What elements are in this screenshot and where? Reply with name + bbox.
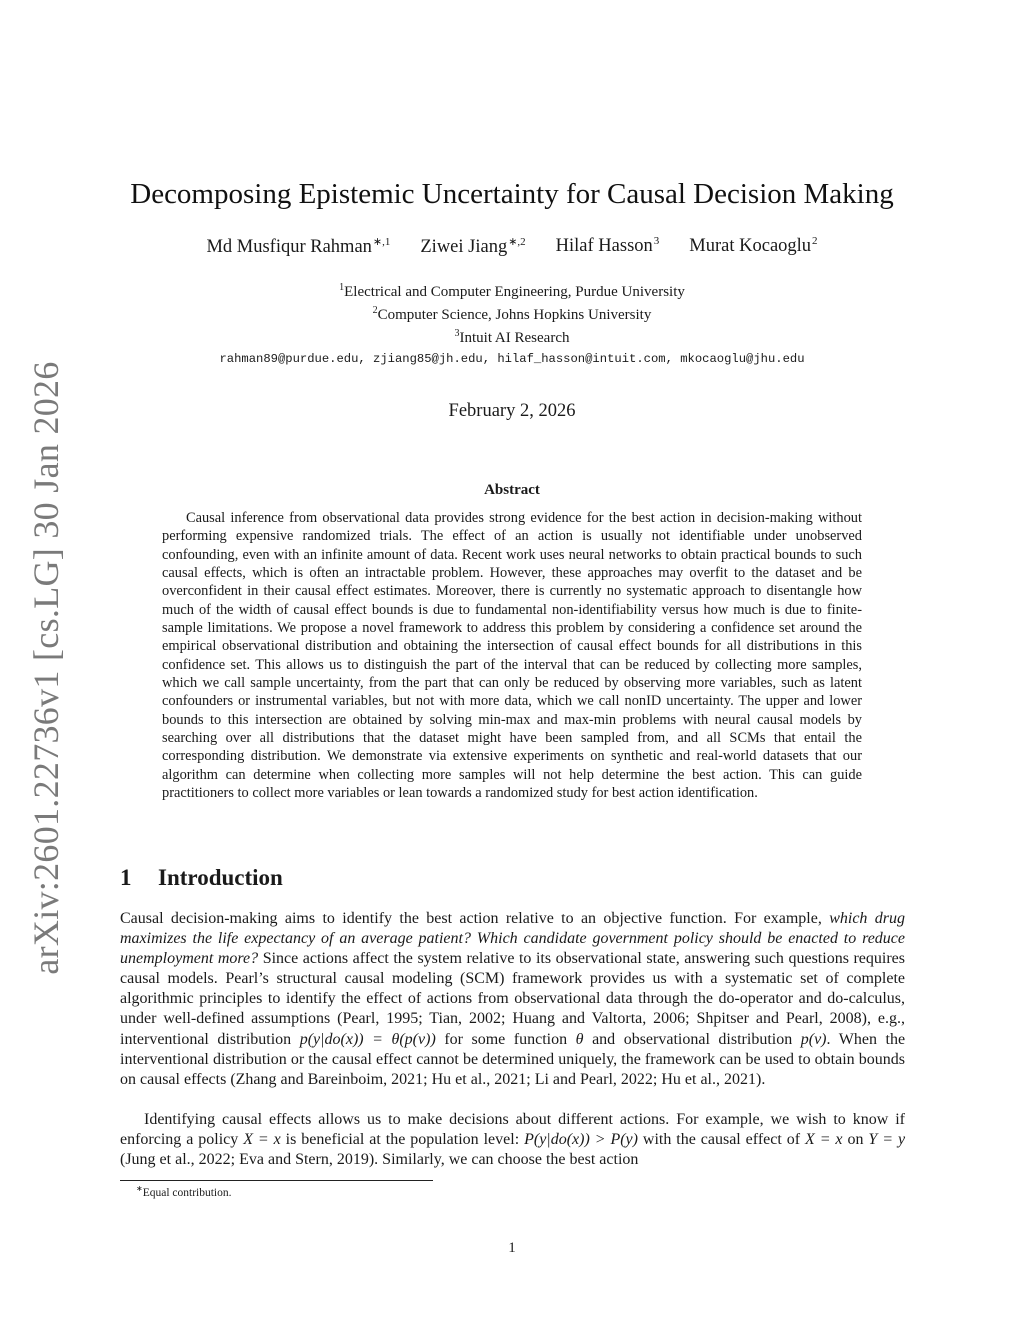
affiliation-3: $^3$Intuit AI Research bbox=[454, 328, 570, 346]
author-list bbox=[0, 235, 1024, 258]
paper-date: February 2, 2026 bbox=[448, 401, 576, 421]
footnote: ∗Equal contribution. bbox=[136, 1184, 232, 1199]
section-title: Introduction bbox=[158, 865, 283, 890]
math-action: X = x bbox=[804, 1131, 843, 1149]
abstract-body: Causal inference from observational data provides strong evidence for the best action in decision-making without performing expensive randomized trials. The effect of an action is usually not identifiable under unobserved confounding, even with an infinite amount of data. Recent work uses neural networks to obtain practical bounds to such causal effects, which is often an intractable problem. However, these approaches may overfit to the dataset and be overconfident in their causal effect estimates. Moreover, there is currently no systematic approach to disentangle how much of the width of causal effect bounds is due to fundamental non-identifiability versus how much is due to finite-sample limitations. We propose a novel framework to address this problem by considering a confidence set around the empirical observational distribution and obtaining the intersection of causal effect bounds for all distributions in this confidence set. This allows us to distinguish the part of the interval that can be reduced by collecting more samples, which we call sample uncertainty, from the part that can only be reduced by observing more variables, such as latent confounders or instrumental variables, but not with more data, which we call nonID uncertainty. The upper and lower bounds to this intersection are obtained by solving min-max and max-min problems with neural causal models by searching over all distributions that the dataset might have been sampled from, and all SCMs that entail the corresponding distribution. We demonstrate via extensive experiments on synthetic and real-world datasets that our algorithm can determine when collecting more samples will not help determine the best action. This can guide practitioners to collect more variables or lean towards a randomized study for best action identification. bbox=[162, 510, 862, 802]
affiliation-1: $^1$Electrical and Computer Engineering, Purdue University bbox=[339, 282, 685, 300]
math-outcome: Y = y bbox=[868, 1131, 906, 1149]
author-3: Hilaf Hasson$^3$ bbox=[555, 235, 660, 257]
math-policy: X = x bbox=[243, 1131, 281, 1149]
abstract-heading: Abstract bbox=[484, 482, 540, 498]
author-1: Md Musfiqur Rahman$^{∗,1}$ bbox=[206, 236, 391, 258]
footnote-divider bbox=[120, 1180, 433, 1181]
section-heading-introduction bbox=[120, 865, 283, 891]
page-number: 1 bbox=[508, 1240, 516, 1256]
example-questions: which drug maximizes the life expectancy of an average patient? Which candidate government policy should be enacted to reduce unemployment more? bbox=[120, 910, 905, 968]
intro-paragraph-2: Identifying causal effects allows us to make decisions about different actions. For example, we wish to know if enforcing a policy X = x is beneficial at the population level: P(y|do(x)) > P(y) with the causal effect of X = x on Y = y (Jung et al., 2022; Eva and Stern, 2019). Similarly, we can choose the best action bbox=[120, 1111, 906, 1169]
paper-title: Decomposing Epistemic Uncertainty for Causal Decision Making bbox=[130, 178, 894, 210]
arxiv-identifier-stamp: arXiv:2601.22736v1 [cs.LG] 30 Jan 2026 bbox=[26, 361, 66, 975]
intro-paragraph-1: Causal decision-making aims to identify the best action relative to an objective function. For example, which drug maximizes the life expectancy of an average patient? Which candidate government policy should be enacted to reduce unemployment more? Since actions affect the system relative to its observational state, answering such questions requires causal models. Pearl’s structural causal modeling (SCM) framework provides us with a systematic set of complete algorithmic principles to identify the effect of actions from observational data through the do-operator and do-calculus, under well-defined assumptions (Pearl, 1995; Tian, 2002; Huang and Valtorta, 2006; Shpitser and Pearl, 2008), e.g., interventional distribution p(y|do(x)) = θ(p(v)) for some function θ and observational distribution p(v). When the interventional distribution or the causal effect cannot be determined uniquely, the framework can be used to obtain bounds on causal effects (Zhang and Bareinboim, 2021; Hu et al., 2021; Li and Pearl, 2022; Hu et al., 2021). bbox=[120, 910, 906, 1088]
author-emails: rahman89@purdue.edu, zjiang85@jh.edu, hilaf_hasson@intuit.com, mkocaoglu@jhu.edu bbox=[219, 352, 805, 366]
math-interventional: p(y|do(x)) = θ(p(v)) bbox=[299, 1030, 436, 1048]
math-theta: θ bbox=[575, 1030, 584, 1048]
section-number: 1 bbox=[120, 865, 132, 890]
math-inequality: P(y|do(x)) > P(y) bbox=[524, 1131, 638, 1149]
affiliation-2: $^2$Computer Science, Johns Hopkins University bbox=[372, 305, 652, 323]
author-2: Ziwei Jiang$^{∗,2}$ bbox=[420, 236, 526, 258]
author-4: Murat Kocaoglu$^2$ bbox=[689, 235, 818, 257]
math-observational: p(v) bbox=[800, 1030, 827, 1048]
